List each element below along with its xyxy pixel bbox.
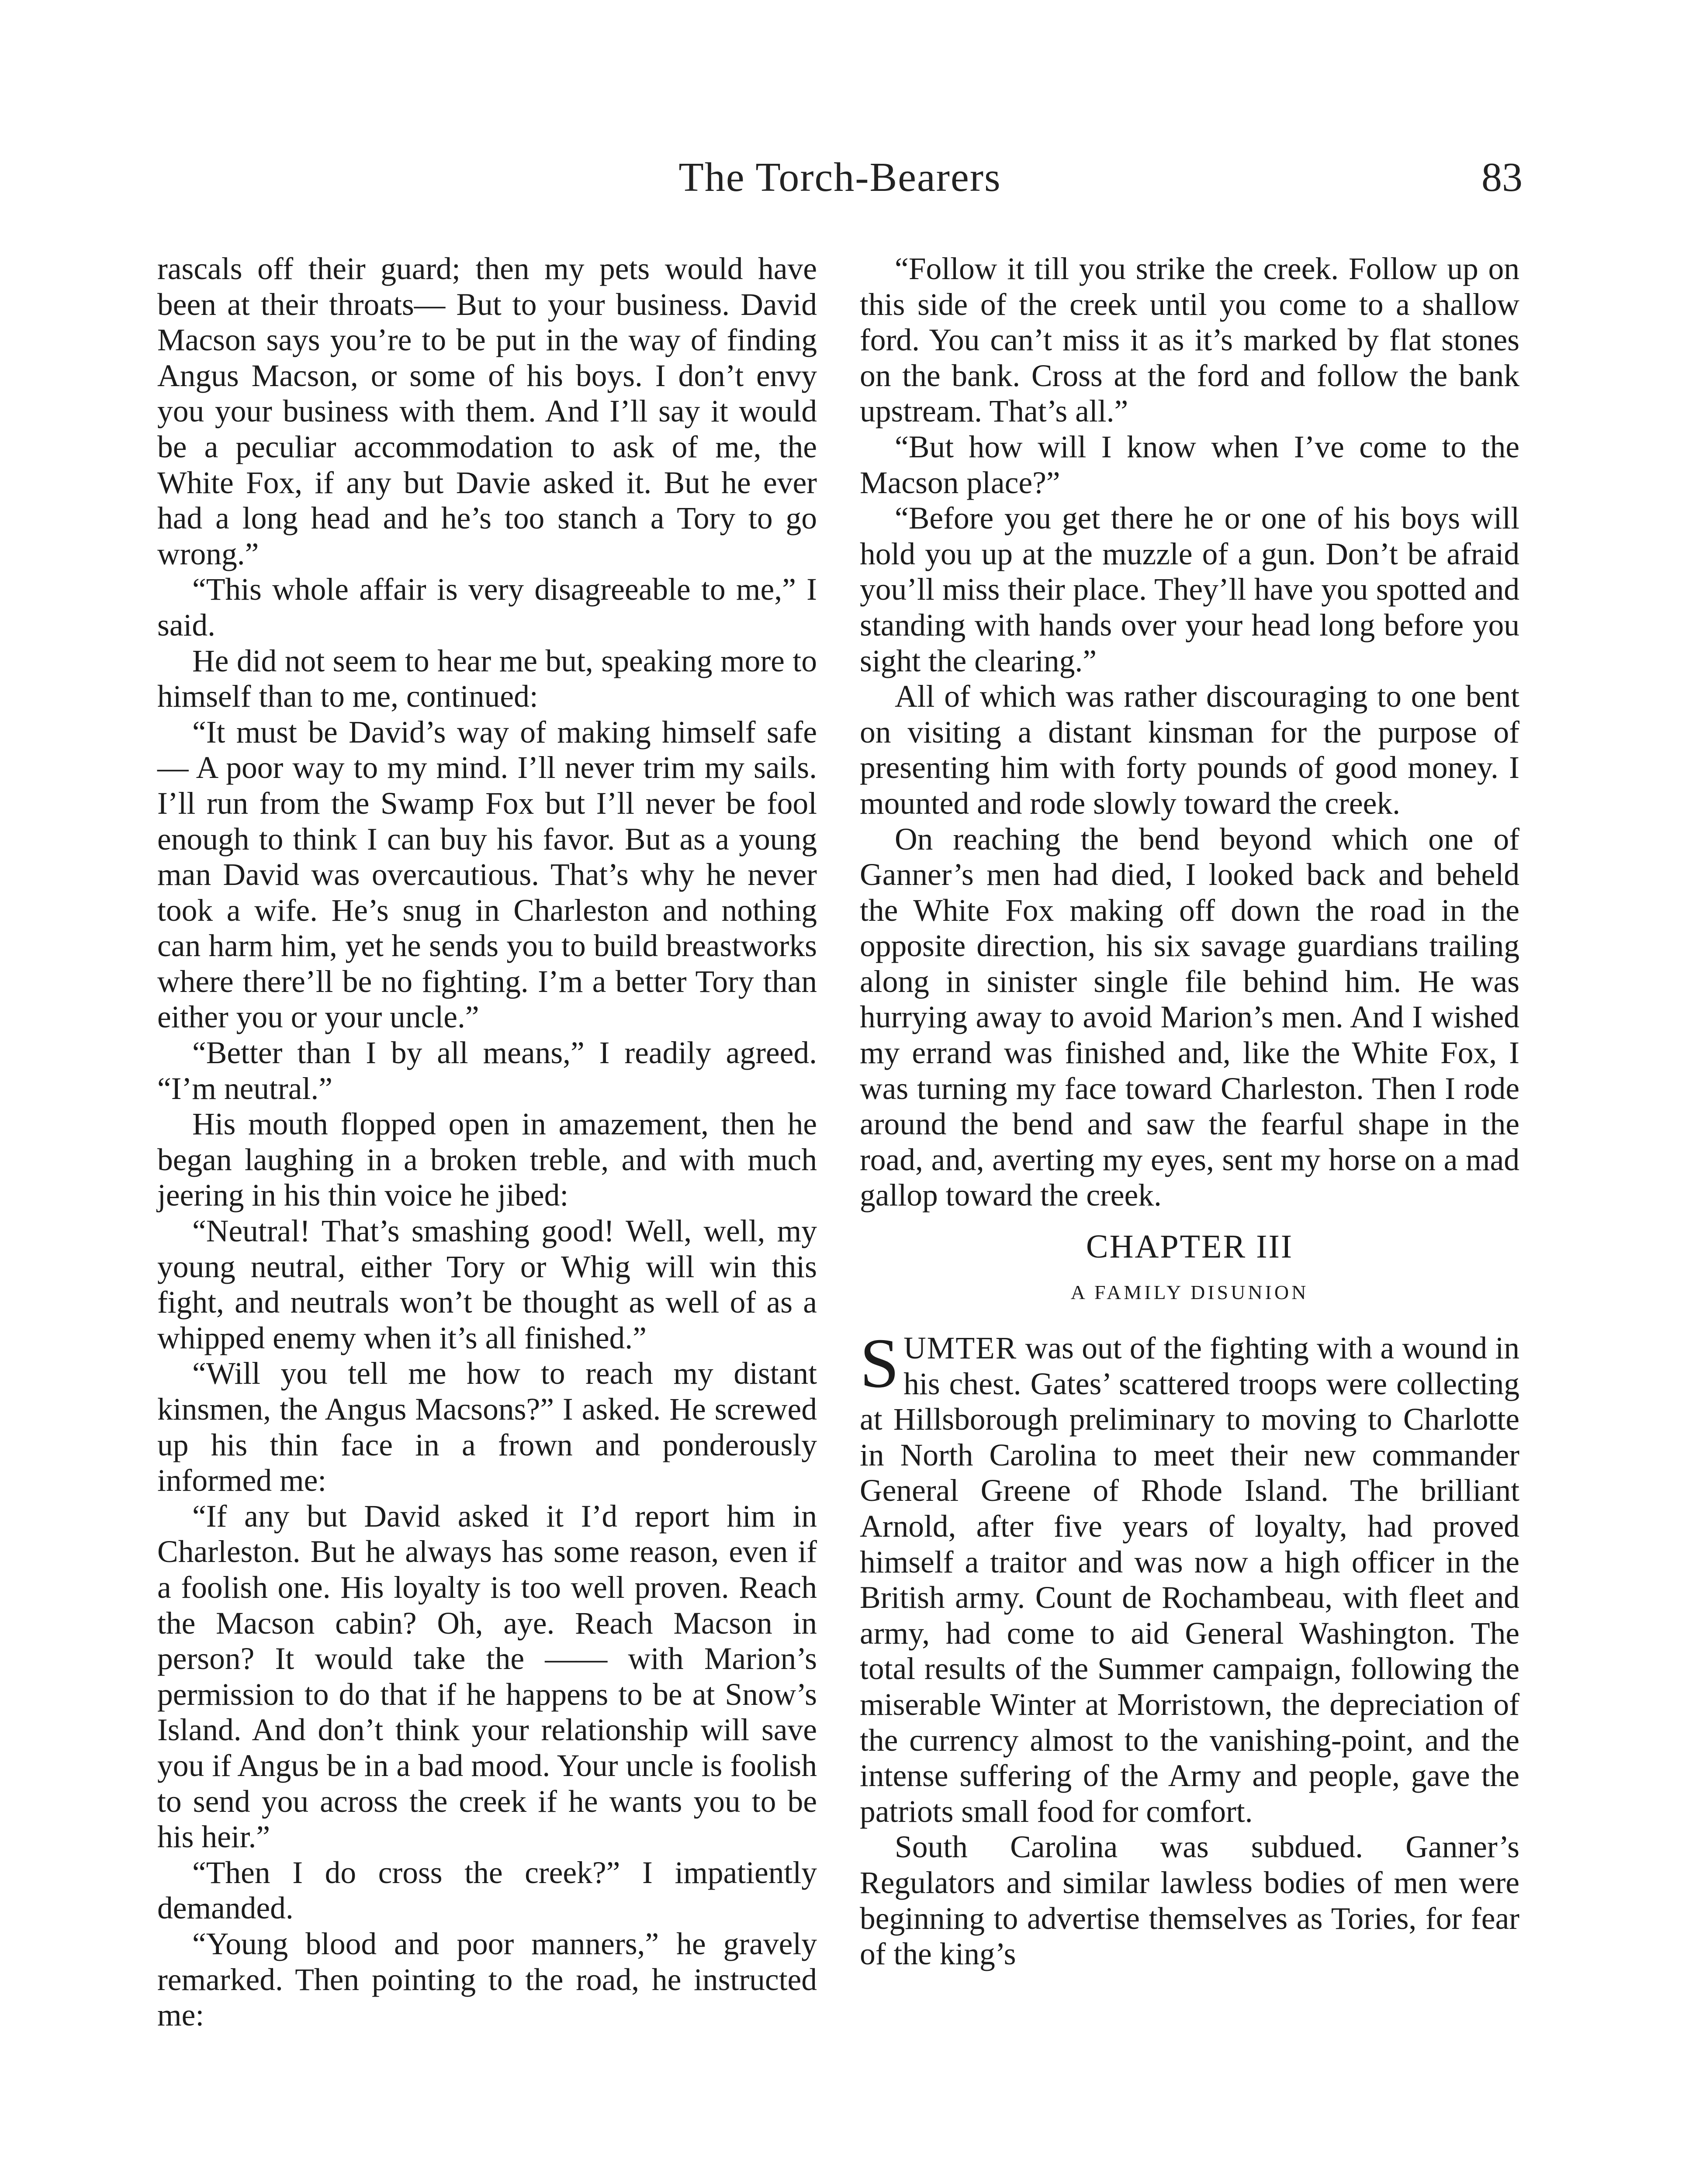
- paragraph: His mouth flopped open in amazement, then he began laughing in a broken treble, and with much jeering in his thin voice he jibed:: [157, 1107, 817, 1213]
- paragraph: “Young blood and poor manners,” he gravely remarked. Then pointing to the road, he instructed me:: [157, 1926, 817, 2033]
- paragraph: “This whole affair is very disagreeable to me,” I said.: [157, 572, 817, 643]
- paragraph: “Before you get there he or one of his boys will hold you up at the muzzle of a gun. Don’t be afraid you’ll miss their place. They’ll have you spotted and standing with hands over your head long before you sight the clearing.”: [860, 501, 1519, 678]
- opening-word: UMTER: [903, 1331, 1018, 1366]
- right-column: [860, 251, 1519, 1972]
- paragraph: “But how will I know when I’ve come to the Macson place?”: [860, 429, 1519, 500]
- chapter-subtitle: A FAMILY DISUNION: [1070, 1281, 1309, 1304]
- paragraph: “Will you tell me how to reach my distant kinsmen, the Angus Macsons?” I asked. He screwed up his thin face in a frown and ponderously informed me:: [157, 1356, 817, 1498]
- page-number: 83: [1481, 155, 1523, 200]
- paragraph: He did not seem to hear me but, speaking more to himself than to me, continued:: [157, 643, 817, 714]
- drop-cap: S: [860, 1324, 900, 1403]
- opening-text: was out of the fighting with a wound in his chest. Gates’ scattered troops were collecting at Hillsborough preliminary to moving to Charlotte in North Carolina to meet their new commander General Greene of Rhode Island. The brilliant Arnold, after five years of loyalty, had proved himself a traitor and was now a high officer in the British army. Count de Rochambeau, with fleet and army, had come to aid General Washington. The total results of the Summer campaign, following the miserable Winter at Morristown, the depreciation of the currency almost to the vanishing-point, and the intense suffering of the Army and people, gave the patriots small food for comfort.: [860, 1331, 1519, 1829]
- chapter-title: CHAPTER III: [1086, 1228, 1294, 1265]
- paragraph: “Neutral! That’s smashing good! Well, well, my young neutral, either Tory or Whig will win this fight, and neutrals won’t be thought as well of as a whipped enemy when it’s all finished.”: [157, 1214, 817, 1355]
- page-header: [157, 154, 1523, 206]
- paragraph: On reaching the bend beyond which one of Ganner’s men had died, I looked back and beheld the White Fox making off down the road in the opposite direction, his six savage guardians trailing along in sinister single file behind him. He was hurrying away to avoid Marion’s men. And I wished my errand was finished and, like the White Fox, I was turning my face toward Charleston. Then I rode around the bend and saw the fearful shape in the road, and, averting my eyes, sent my horse on a mad gallop toward the creek.: [860, 822, 1519, 1213]
- left-column: [157, 251, 817, 2033]
- paragraph: “If any but David asked it I’d report him in Charleston. But he always has some reason, even if a foolish one. His loyalty is too well proven. Reach the Macson cabin? Oh, aye. Reach Macson in person? It would take the —— with Marion’s permission to do that if he happens to be at Snow’s Island. And don’t think your relationship will save you if Angus be in a bad mood. Your uncle is foolish to send you across the creek if he wants you to be his heir.”: [157, 1499, 817, 1855]
- paragraph: All of which was rather discouraging to one bent on visiting a distant kinsman for the purpose of presenting him with forty pounds of good money. I mounted and rode slowly toward the creek.: [860, 679, 1519, 821]
- paragraph: “Better than I by all means,” I readily agreed. “I’m neutral.”: [157, 1036, 817, 1106]
- paragraph: “Then I do cross the creek?” I impatiently demanded.: [157, 1855, 817, 1926]
- paragraph: “It must be David’s way of making himself safe— A poor way to my mind. I’ll never trim my sails. I’ll run from the Swamp Fox but I’ll never be fool enough to think I can buy his favor. But as a young man David was overcautious. That’s why he never took a wife. He’s snug in Charleston and nothing can harm him, yet he sends you to build breastworks where there’ll be no fighting. I’m a better Tory than either you or your uncle.”: [157, 715, 817, 1035]
- paragraph: “Follow it till you strike the creek. Follow up on this side of the creek until you come to a shallow ford. You can’t miss it as it’s marked by flat stones on the bank. Cross at the ford and follow the bank upstream. That’s all.”: [860, 252, 1519, 429]
- running-title: The Torch-Bearers: [678, 155, 1001, 200]
- chapter-opening-paragraph: [860, 1324, 1519, 1829]
- paragraph: rascals off their guard; then my pets would have been at their throats— But to your business. David Macson says you’re to be put in the way of finding Angus Macson, or some of his boys. I don’t envy you your business with them. And I’ll say it would be a peculiar accommodation to ask of me, the White Fox, if any but Davie asked it. But he ever had a long head and he’s too stanch a Tory to go wrong.”: [157, 252, 817, 571]
- paragraph: South Carolina was subdued. Ganner’s Regulators and similar lawless bodies of men were beginning to advertise themselves as Tories, for fear of the king’s: [860, 1830, 1519, 1972]
